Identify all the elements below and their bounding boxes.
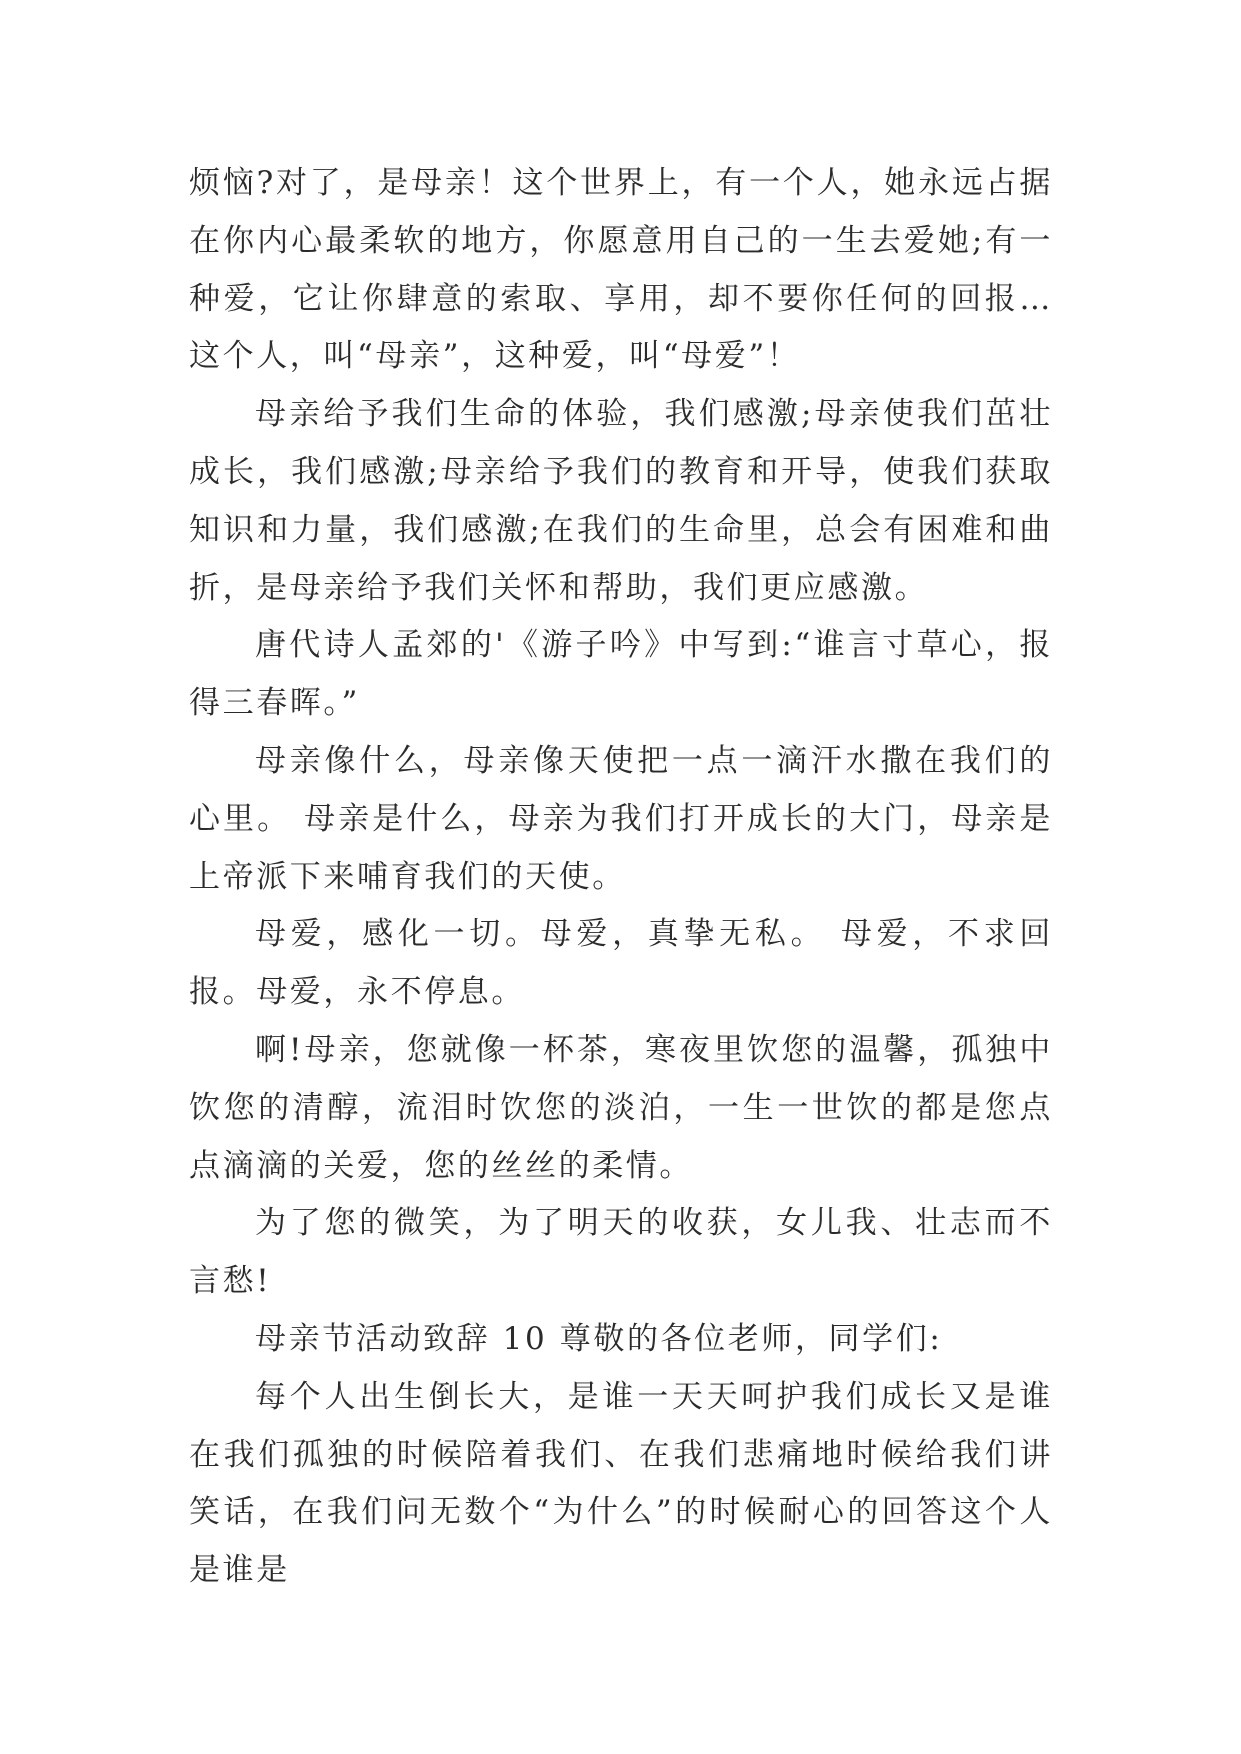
paragraph-5: 母爱，感化一切。母爱，真挚无私。 母爱，不求回报。母爱，永不停息。: [189, 916, 1053, 1011]
paragraph-6: 啊!母亲，您就像一杯茶，寒夜里饮您的温馨，孤独中饮您的清醇，流泪时饮您的淡泊，一生一世饮的都是您点点滴滴的关爱，您的丝丝的柔情。: [189, 1031, 1053, 1184]
paragraph-2: 母亲给予我们生命的体验，我们感激;母亲使我们茁壮成长，我们感激;母亲给予我们的教育和开导，使我们获取知识和力量，我们感激;在我们的生命里，总会有困难和曲折，是母亲给予我们关怀和帮助，我们更应感激。: [189, 396, 1053, 606]
document-body: [189, 155, 1053, 1600]
paragraph-4: 母亲像什么，母亲像天使把一点一滴汗水撒在我们的心里。 母亲是什么，母亲为我们打开成长的大门，母亲是上帝派下来哺育我们的天使。: [189, 742, 1053, 895]
paragraph-8: 母亲节活动致辞 10 尊敬的各位老师，同学们:: [255, 1320, 943, 1357]
paragraph-7: 为了您的微笑，为了明天的收获，女儿我、壮志而不言愁!: [189, 1205, 1053, 1300]
paragraph-3: 唐代诗人孟郊的'《游子吟》中写到:“谁言寸草心，报得三春晖。”: [189, 627, 1053, 722]
paragraph-9: 每个人出生倒长大，是谁一天天呵护我们成长又是谁在我们孤独的时候陪着我们、在我们悲痛地时候给我们讲笑话，在我们问无数个“为什么”的时候耐心的回答这个人是谁是: [189, 1378, 1053, 1589]
paragraph-1: 烦恼?对了，是母亲！这个世界上，有一个人，她永远占据在你内心最柔软的地方，你愿意用自己的一生去爱她;有一种爱，它让你肆意的索取、享用，却不要你任何的回报…这个人，叫“母亲”，这种爱，叫“母爱”！: [189, 165, 1053, 375]
